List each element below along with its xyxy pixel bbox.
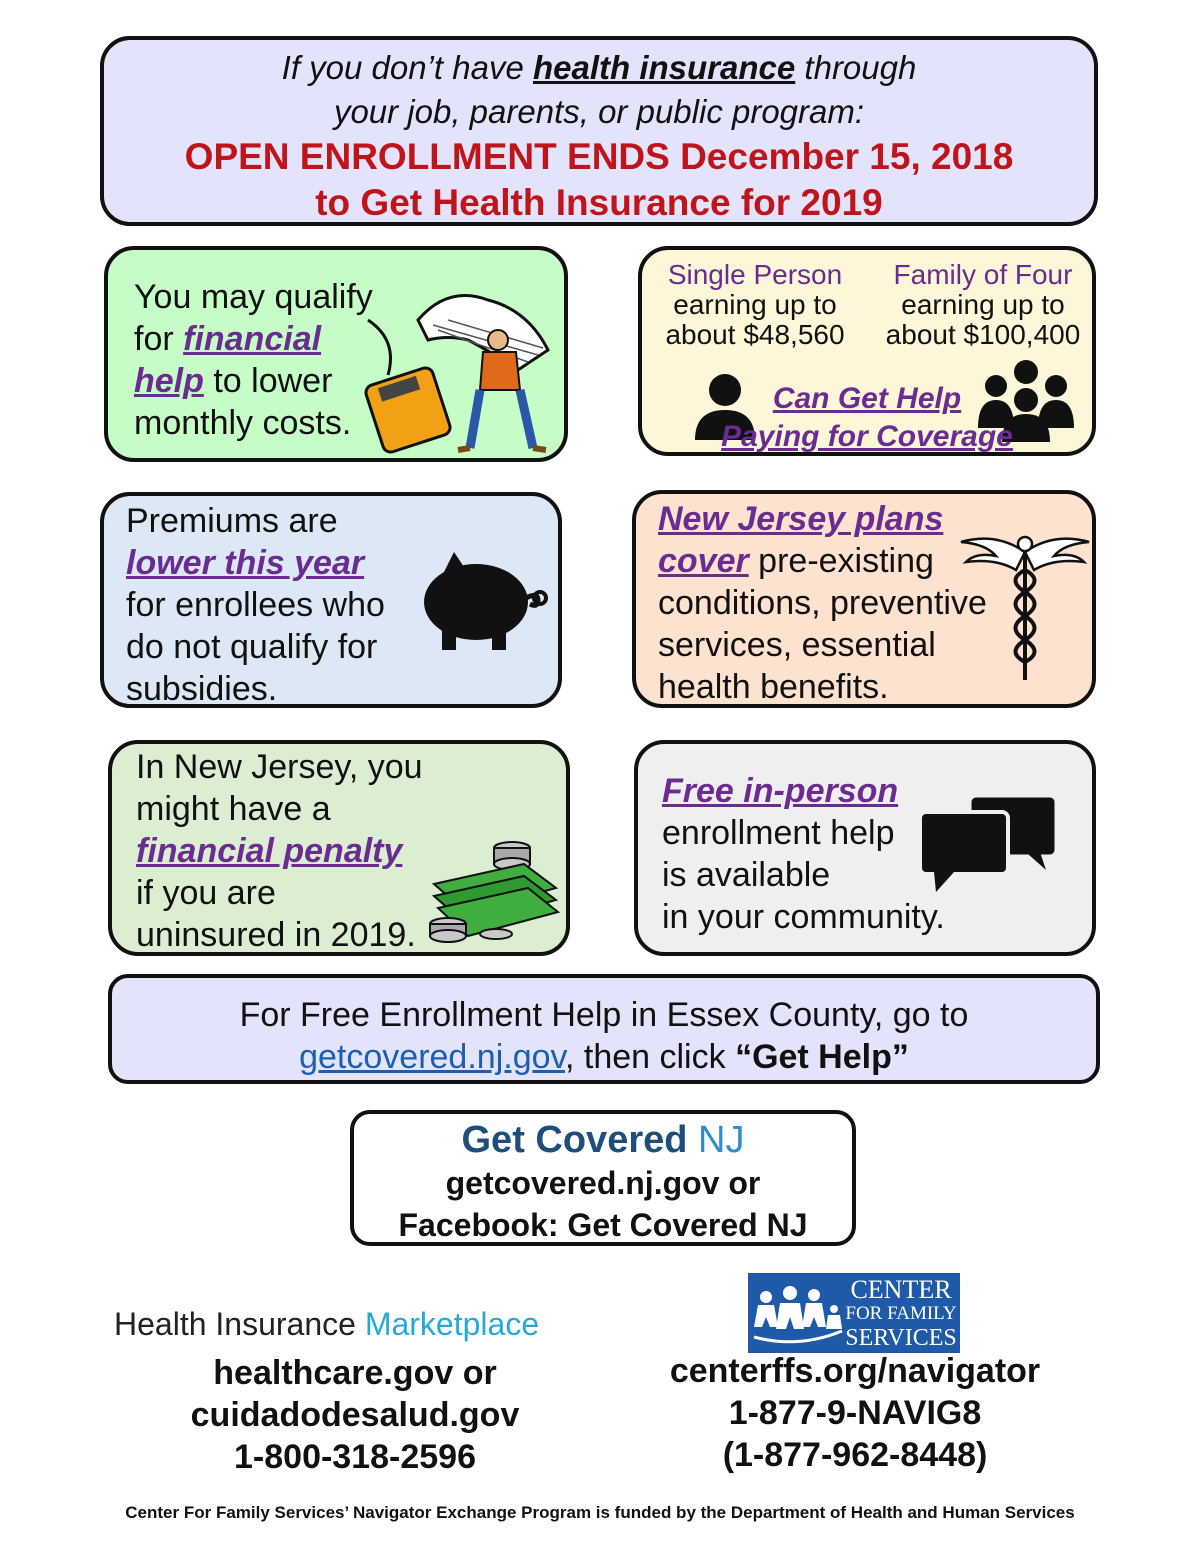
income-box bbox=[638, 246, 1096, 456]
essex-line-2 bbox=[112, 1036, 1096, 1078]
funding-footer: Center For Family Services’ Navigator Exchange Program is funded by the Department of Health and Human Services bbox=[125, 1503, 1075, 1522]
cfs-logo-services: SERVICES bbox=[845, 1325, 957, 1351]
cfs-logo bbox=[748, 1273, 960, 1353]
qualify-help: help bbox=[134, 362, 204, 400]
essex-box bbox=[108, 974, 1100, 1084]
caduceus-icon bbox=[956, 522, 1094, 682]
healthcare-gov: healthcare.gov or bbox=[213, 1354, 497, 1392]
marketplace-contacts bbox=[120, 1352, 590, 1478]
single-person-amount: about $48,560 bbox=[665, 319, 845, 350]
penalty-box bbox=[108, 740, 570, 956]
inperson-free-in-person: Free in-person bbox=[662, 772, 899, 810]
get-help-label: “Get Help” bbox=[735, 1038, 909, 1076]
plans-line-2 bbox=[658, 540, 987, 582]
qualify-line-1: You may qualify bbox=[134, 278, 373, 316]
inperson-line-4: in your community. bbox=[662, 898, 945, 936]
header-line-2: your job, parents, or public program: bbox=[333, 93, 865, 130]
paying-for-coverage: Paying for Coverage bbox=[721, 420, 1013, 453]
premiums-line-4: do not qualify for bbox=[126, 628, 378, 666]
single-person-earning: earning up to bbox=[673, 289, 837, 320]
cuidadodesalud-gov: cuidadodesalud.gov bbox=[190, 1396, 520, 1434]
header-box bbox=[100, 36, 1098, 226]
cfs-logo-center: CENTER bbox=[850, 1275, 952, 1304]
health-insurance-marketplace-logo bbox=[114, 1304, 584, 1344]
inperson-line-3: is available bbox=[662, 856, 831, 894]
penalty-line-5: uninsured in 2019. bbox=[136, 916, 416, 954]
get-covered-nj-logo bbox=[354, 1118, 852, 1162]
inperson-box bbox=[634, 740, 1096, 956]
marketplace-logo-a: Health Insurance bbox=[114, 1306, 356, 1342]
plans-line-2-post: pre-existing bbox=[748, 542, 934, 580]
qualify-line-3 bbox=[134, 360, 373, 402]
penalty-financial-penalty: financial penalty bbox=[136, 832, 403, 870]
family-figures-icon bbox=[752, 1283, 844, 1345]
penalty-line-1: In New Jersey, you bbox=[136, 748, 423, 786]
nj-logo-text: NJ bbox=[698, 1119, 745, 1161]
qualify-financial: financial bbox=[183, 320, 322, 358]
plans-nj-plans: New Jersey plans bbox=[658, 500, 944, 538]
essex-line-2-mid: , then click bbox=[564, 1038, 736, 1076]
header-line-1-post: through bbox=[795, 49, 917, 86]
cfs-contacts bbox=[640, 1350, 1070, 1476]
plans-box bbox=[632, 490, 1096, 708]
premiums-lower-this-year: lower this year bbox=[126, 544, 365, 582]
calculator-person-icon bbox=[358, 280, 558, 460]
qualify-line-3-post: to lower bbox=[203, 362, 333, 400]
marketplace-section bbox=[114, 1304, 584, 1344]
marketplace-phone: 1-800-318-2596 bbox=[234, 1438, 476, 1476]
premiums-box bbox=[100, 492, 562, 708]
family-of-four-title: Family of Four bbox=[893, 259, 1073, 290]
qualify-line-2-pre: for bbox=[134, 320, 184, 358]
premiums-line-3: for enrollees who bbox=[126, 586, 385, 624]
getcovered-link[interactable]: getcovered.nj.gov bbox=[299, 1038, 565, 1076]
header-line-1-pre: If you don’t have bbox=[281, 49, 533, 86]
header-line-4: to Get Health Insurance for 2019 bbox=[315, 182, 883, 223]
penalty-line-2: might have a bbox=[136, 790, 331, 828]
qualify-line-4: monthly costs. bbox=[134, 404, 352, 442]
cfs-phone-digits: (1-877-962-8448) bbox=[722, 1436, 988, 1474]
getcovered-line-1: getcovered.nj.gov or bbox=[445, 1165, 761, 1201]
premiums-line-5: subsidies. bbox=[126, 670, 278, 708]
essex-line-1: For Free Enrollment Help in Essex County, go to bbox=[239, 996, 969, 1034]
plans-cover: cover bbox=[658, 542, 749, 580]
money-stack-icon bbox=[424, 834, 564, 944]
premiums-line-1: Premiums are bbox=[126, 502, 338, 540]
inperson-line-2: enrollment help bbox=[662, 814, 895, 852]
get-covered-logo-text: Get Covered bbox=[461, 1119, 688, 1161]
plans-line-4: services, essential bbox=[658, 626, 936, 664]
getcovered-facebook: Facebook: Get Covered NJ bbox=[398, 1207, 808, 1243]
family-of-four-amount: about $100,400 bbox=[885, 319, 1081, 350]
can-get-help: Can Get Help bbox=[772, 382, 962, 415]
centerffs-navigator: centerffs.org/navigator bbox=[669, 1352, 1041, 1390]
piggy-bank-icon bbox=[414, 552, 550, 652]
single-person-title: Single Person bbox=[667, 259, 843, 290]
cfs-logo-for-family: FOR FAMILY bbox=[845, 1303, 957, 1324]
getcovered-box bbox=[350, 1110, 856, 1246]
header-health-insurance: health insurance bbox=[533, 49, 796, 86]
qualify-box bbox=[104, 246, 568, 462]
marketplace-logo-b: Marketplace bbox=[364, 1306, 540, 1342]
chat-bubbles-icon bbox=[918, 794, 1060, 894]
penalty-line-4: if you are bbox=[136, 874, 276, 912]
plans-line-3: conditions, preventive bbox=[658, 584, 987, 622]
header-enrollment-deadline: OPEN ENROLLMENT ENDS December 15, 2018 bbox=[184, 136, 1014, 177]
family-of-four-earning: earning up to bbox=[901, 289, 1065, 320]
plans-line-5: health benefits. bbox=[658, 668, 889, 706]
header-line-1 bbox=[104, 46, 1094, 90]
qualify-line-2 bbox=[134, 318, 373, 360]
cfs-phone-letters: 1-877-9-NAVIG8 bbox=[728, 1394, 982, 1432]
